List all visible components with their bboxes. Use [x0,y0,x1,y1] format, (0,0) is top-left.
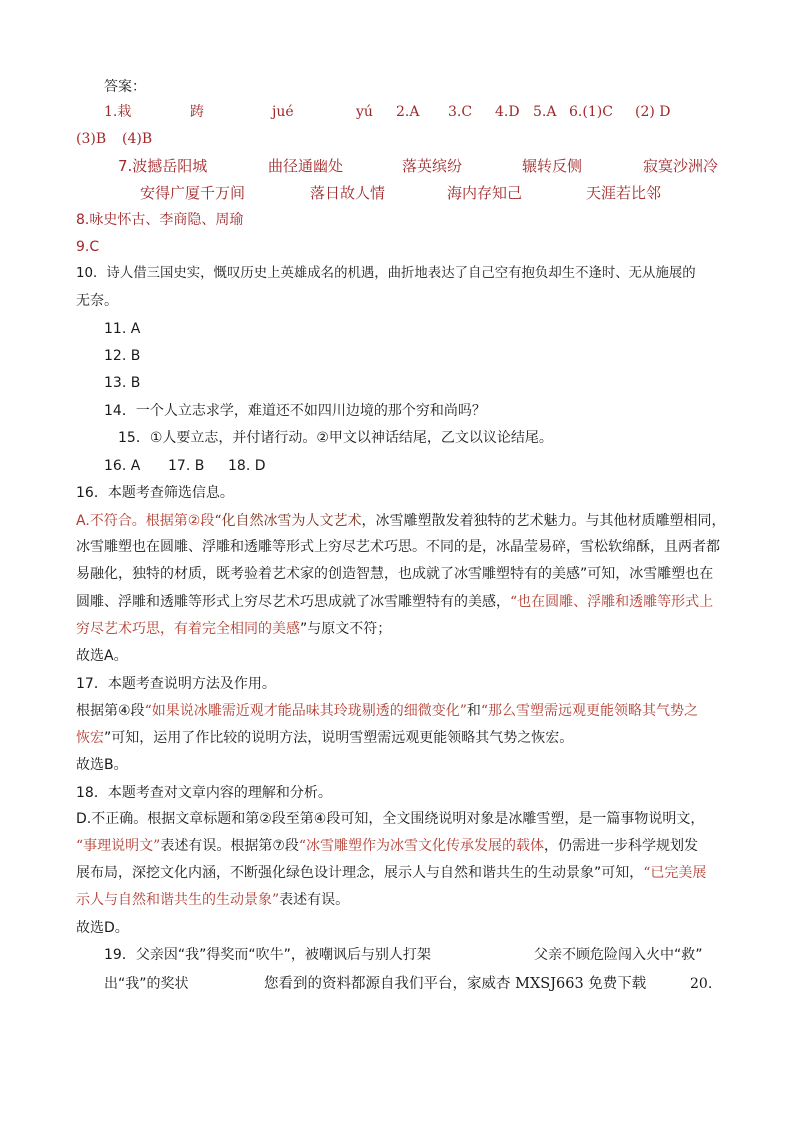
explanation-18-line-1: D.不正确。根据文章标题和第②段至第④段可知，全文围绕说明对象是冰雕雪塑，是一篇事物说明文， [76,811,705,827]
explanation-16-quote-2: “也在圆雕、浮雕和透雕等形式上 [510,594,714,610]
explanation-18-text: 表述有误。根据第⑦段 [160,838,299,854]
answer-11: 11. A [104,321,141,337]
explanation-16-line-2: 冰雪雕塑也在圆雕、浮雕和透雕等形式上穷尽艺术巧思。不同的是，冰晶莹易碎，雪松软绵酥，且两者都 [76,539,720,555]
answer-9: 9.C [76,239,100,255]
explanation-16-conclusion: 故选A。 [76,648,128,664]
explanation-17-line-2 [76,727,573,749]
answer-label: 答案： [104,79,146,95]
answer-3: 3.C [448,104,473,120]
watermark-notice: 您看到的资料都源自我们平台，家威杏 MXSJ663 免费下载 [264,976,647,992]
explanation-18-text-4: 表述有误。 [279,892,350,908]
explanation-16-quote: “化自然冰雪为人文艺术 [214,513,362,529]
answers-row-7b [140,182,794,204]
answer-1: 1.栽 [104,104,132,120]
answer-7-4: 辗转反侧 [522,157,583,175]
explanation-18-quote-2: “冰雪雕塑作为冰雪文化传承发展的载体 [298,838,545,854]
explanation-18-quote-4: 示人与自然和谐共生的生动景象” [76,892,280,908]
answer-19-part-2: 父亲不顾危险闯入火中“救” [534,947,703,963]
answer-12: 12. B [104,348,141,364]
explanation-16-line-5 [76,618,391,640]
explanation-16-quote-3: 穷尽艺术巧思，有着完全相同的美感 [76,621,300,637]
answer-19-line-2 [104,973,794,995]
answer-6-1: 6.(1)C [569,104,613,120]
explanation-18-title: 18．本题考查对文章内容的理解和分析。 [76,785,332,801]
answer-1-b: 踌 [190,104,204,120]
explanation-16-text-2: ，冰雪雕塑散发着独特的艺术魅力。与其他材质雕塑相同， [361,513,726,529]
explanation-18-line-2 [76,835,698,857]
explanation-17-conclusion: 故选B。 [76,757,128,773]
answer-17: 17. B [168,458,205,474]
explanation-16-text-4: 圆雕、浮雕和透雕等形式上穷尽艺术巧思成就了冰雪雕塑特有的美感， [76,594,510,610]
answer-7-3: 落英缤纷 [402,157,463,175]
answers-row-1b [76,128,376,150]
explanation-18-line-3 [76,862,706,884]
answers-16-18 [104,455,404,477]
explanation-17-quote-2: “那么雪塑需远观更能领略其气势之 [480,703,699,719]
explanation-16-text-5: ”与原文不符； [300,621,392,637]
explanation-16-title: 16．本题考查筛选信息。 [76,485,234,501]
answer-13: 13. B [104,375,141,391]
answer-6-2: (2) D [635,104,671,120]
explanation-17-text-2: 和 [466,703,481,719]
answer-4: 4.D [495,104,520,120]
answer-7-1: 7.波撼岳阳城 [118,157,208,175]
answer-8: 8.咏史怀古、李商隐、周瑜 [76,212,244,228]
answer-7-9: 天涯若比邻 [586,184,662,202]
explanation-18-conclusion: 故选D。 [76,920,129,936]
answer-7-2: 曲径通幽处 [268,157,344,175]
explanation-16-line-4 [76,591,713,613]
explanation-17-text: 根据第④段 [76,703,145,719]
answer-15: 15．①人要立志，并付诸行动。②甲文以神话结尾，乙文以议论结尾。 [118,430,553,446]
answer-19-part-1: 19．父亲因“我”得奖而“吹牛”，被嘲讽后与别人打架 [104,947,431,963]
answer-14: 14．一个人立志求学，难道还不如四川边境的那个穷和尚吗？ [104,403,486,419]
answer-16: 16. A [104,458,141,474]
answer-7-8: 海内存知己 [447,184,523,202]
explanation-17-title: 17．本题考查说明方法及作用。 [76,676,276,692]
answer-7-6: 安得广厦千万间 [140,184,246,202]
answer-19-line-1 [104,944,794,966]
explanation-16-line-3: 易融化，独特的材质，既考验着艺术家的创造智慧，也成就了冰雪雕塑特有的美感”可知，冰雪雕塑也在 [76,566,714,582]
answer-7-5: 寂寞沙洲冷 [643,157,719,175]
explanation-16-line-1 [76,510,726,532]
answer-7-7: 落日故人情 [310,184,386,202]
explanation-18-text-2: ，仍需进一步科学规划发 [544,838,699,854]
answer-10-line-1: 10．诗人借三国史实，慨叹历史上英雄成名的机遇，曲折地表达了自己空有抱负却生不逢时、无从施展的 [76,266,696,281]
answer-18: 18. D [228,458,266,474]
explanation-18-text-3: 展布局，深挖文化内涵，不断强化绿色设计理念，展示人与自然和谐共生的生动景象”可知， [76,865,644,881]
explanation-18-quote-3: “已完美展 [643,865,707,881]
answer-6-4: (4)B [122,131,153,147]
explanation-17-text-3: ”可知，运用了作比较的说明方法，说明雪塑需远观更能领略其气势之恢宏。 [104,730,574,746]
answer-10-line-2: 无奈。 [76,293,118,309]
answer-6-3: (3)B [76,131,107,147]
answer-1-c: jué [272,104,294,120]
answer-5: 5.A [533,104,557,120]
answer-20-start: 20. [690,976,713,992]
explanation-17-quote: “如果说冰雕需近观才能品味其玲珑剔透的细微变化” [144,703,467,719]
explanation-18-line-4 [76,889,349,911]
answer-19-part-3: 出“我”的奖状 [104,976,189,992]
answers-row-7 [118,155,794,177]
explanation-17-line-1 [76,700,698,722]
explanation-16-text: A.不符合。根据第②段 [76,513,215,529]
explanation-17-quote-3: 恢宏 [76,730,104,746]
explanation-18-quote: “事理说明文” [76,838,161,854]
answer-2: 2.A [396,104,420,120]
answer-1-d: yú [356,104,373,120]
answers-row-1 [104,101,794,123]
